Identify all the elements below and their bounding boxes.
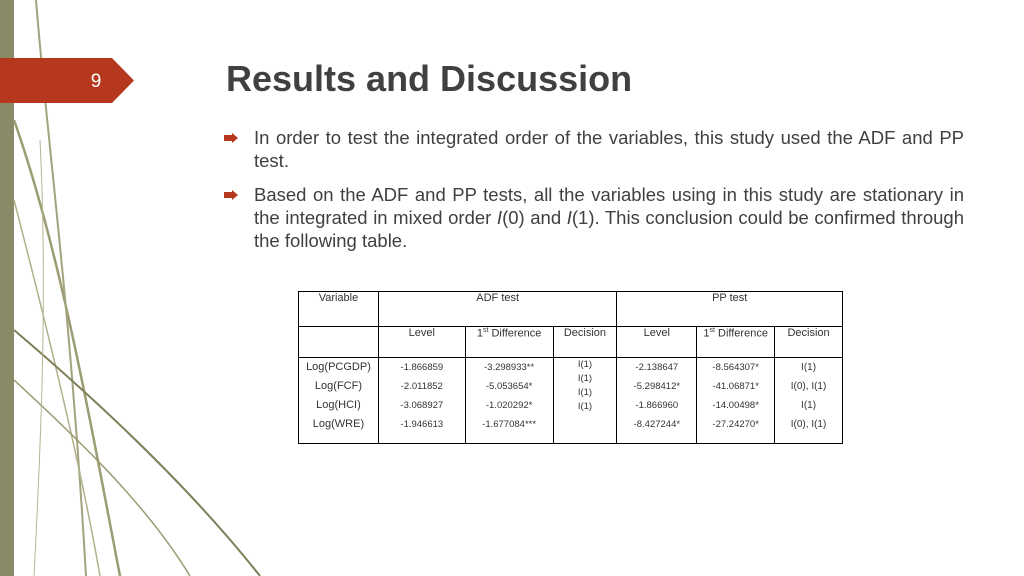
subheader-adf-first-difference: 1st Difference <box>465 327 553 358</box>
slide-number: 9 <box>90 71 102 92</box>
header-adf-test: ADF test <box>378 292 616 327</box>
decorative-stem-3 <box>14 200 100 576</box>
variable-name: Log(FCF) <box>314 380 362 392</box>
decorative-stem-5 <box>14 380 190 576</box>
table-header-row <box>299 292 843 327</box>
bullet-text: In order to test the integrated order of the variables, this study used the ADF and PP test. <box>254 127 964 171</box>
table-value: I(1) <box>801 362 817 373</box>
adf-level-cell <box>378 358 465 444</box>
unit-root-results-table <box>298 291 843 444</box>
slide-number-badge <box>0 58 134 103</box>
header-variable: Variable <box>299 292 379 327</box>
bullet-list <box>224 126 964 263</box>
bullet-text-part: (1). This conclusion could be confirmed through the following table. <box>254 207 964 251</box>
italic-i1: I <box>566 207 572 228</box>
subheader-pp-first-difference: 1st Difference <box>697 327 775 358</box>
bullet-item <box>224 183 964 252</box>
table-value: -41.06871* <box>712 381 759 392</box>
decorative-stem-6 <box>34 140 43 576</box>
subheader-adf-level: Level <box>378 327 465 358</box>
variable-name: Log(HCI) <box>316 399 361 411</box>
table-row <box>299 358 843 444</box>
bullet-text-part: Based on the ADF and PP tests, all the variables using in this study are stationary in the integrated in mixed order <box>254 184 964 228</box>
subheader-empty <box>299 327 379 358</box>
variable-name: Log(WRE) <box>312 418 365 430</box>
subheader-pp-level: Level <box>617 327 697 358</box>
table-value: -8.564307* <box>712 362 759 373</box>
table-value: -1.866960 <box>635 400 679 411</box>
table-value: I(1) <box>577 359 593 370</box>
arrow-bullet-icon <box>224 133 238 143</box>
slide-number-arrow-shape <box>0 58 134 103</box>
bullet-text-part: (0) and <box>502 207 567 228</box>
table-value: -8.427244* <box>633 419 681 430</box>
table-value: -1.677084*** <box>482 419 537 430</box>
italic-i0: I <box>496 207 503 228</box>
table-value: I(0), I(1) <box>790 419 827 430</box>
subheader-adf-decision: Decision <box>553 327 617 358</box>
adf-difference-cell <box>465 358 553 444</box>
subheader-pp-decision: Decision <box>775 327 843 358</box>
table-value: -27.24270* <box>712 419 759 430</box>
table-value: -3.298933** <box>484 362 535 373</box>
slide-title: Results and Discussion <box>226 58 633 99</box>
table-value: I(1) <box>801 400 817 411</box>
table-value: I(1) <box>577 401 593 412</box>
decorative-stem-4 <box>14 330 260 576</box>
table-value: I(1) <box>577 373 593 384</box>
decorative-stem-1 <box>14 120 120 576</box>
pp-level-cell <box>617 358 697 444</box>
table-value: I(0), I(1) <box>790 381 827 392</box>
pp-decision-cell <box>775 358 843 444</box>
table-value: -3.068927 <box>400 400 444 411</box>
bullet-text <box>254 183 964 252</box>
table-value: -1.020292* <box>485 400 533 411</box>
table-value: -5.298412* <box>633 381 681 392</box>
table-value: -1.866859 <box>400 362 444 373</box>
pp-difference-cell <box>697 358 775 444</box>
table-subheader-row <box>299 327 843 358</box>
table-value: -14.00498* <box>712 400 759 411</box>
table-value: -1.946613 <box>400 419 444 430</box>
table-value: -2.138647 <box>635 362 679 373</box>
table-value: I(1) <box>577 387 593 398</box>
variable-name: Log(PCGDP) <box>306 361 371 373</box>
header-pp-test: PP test <box>617 292 843 327</box>
variables-cell <box>299 358 379 444</box>
table-value: -5.053654* <box>485 381 533 392</box>
table-value: -2.011852 <box>400 381 443 392</box>
bullet-item <box>224 126 964 172</box>
adf-decision-cell <box>553 358 617 444</box>
arrow-bullet-icon <box>224 190 238 200</box>
